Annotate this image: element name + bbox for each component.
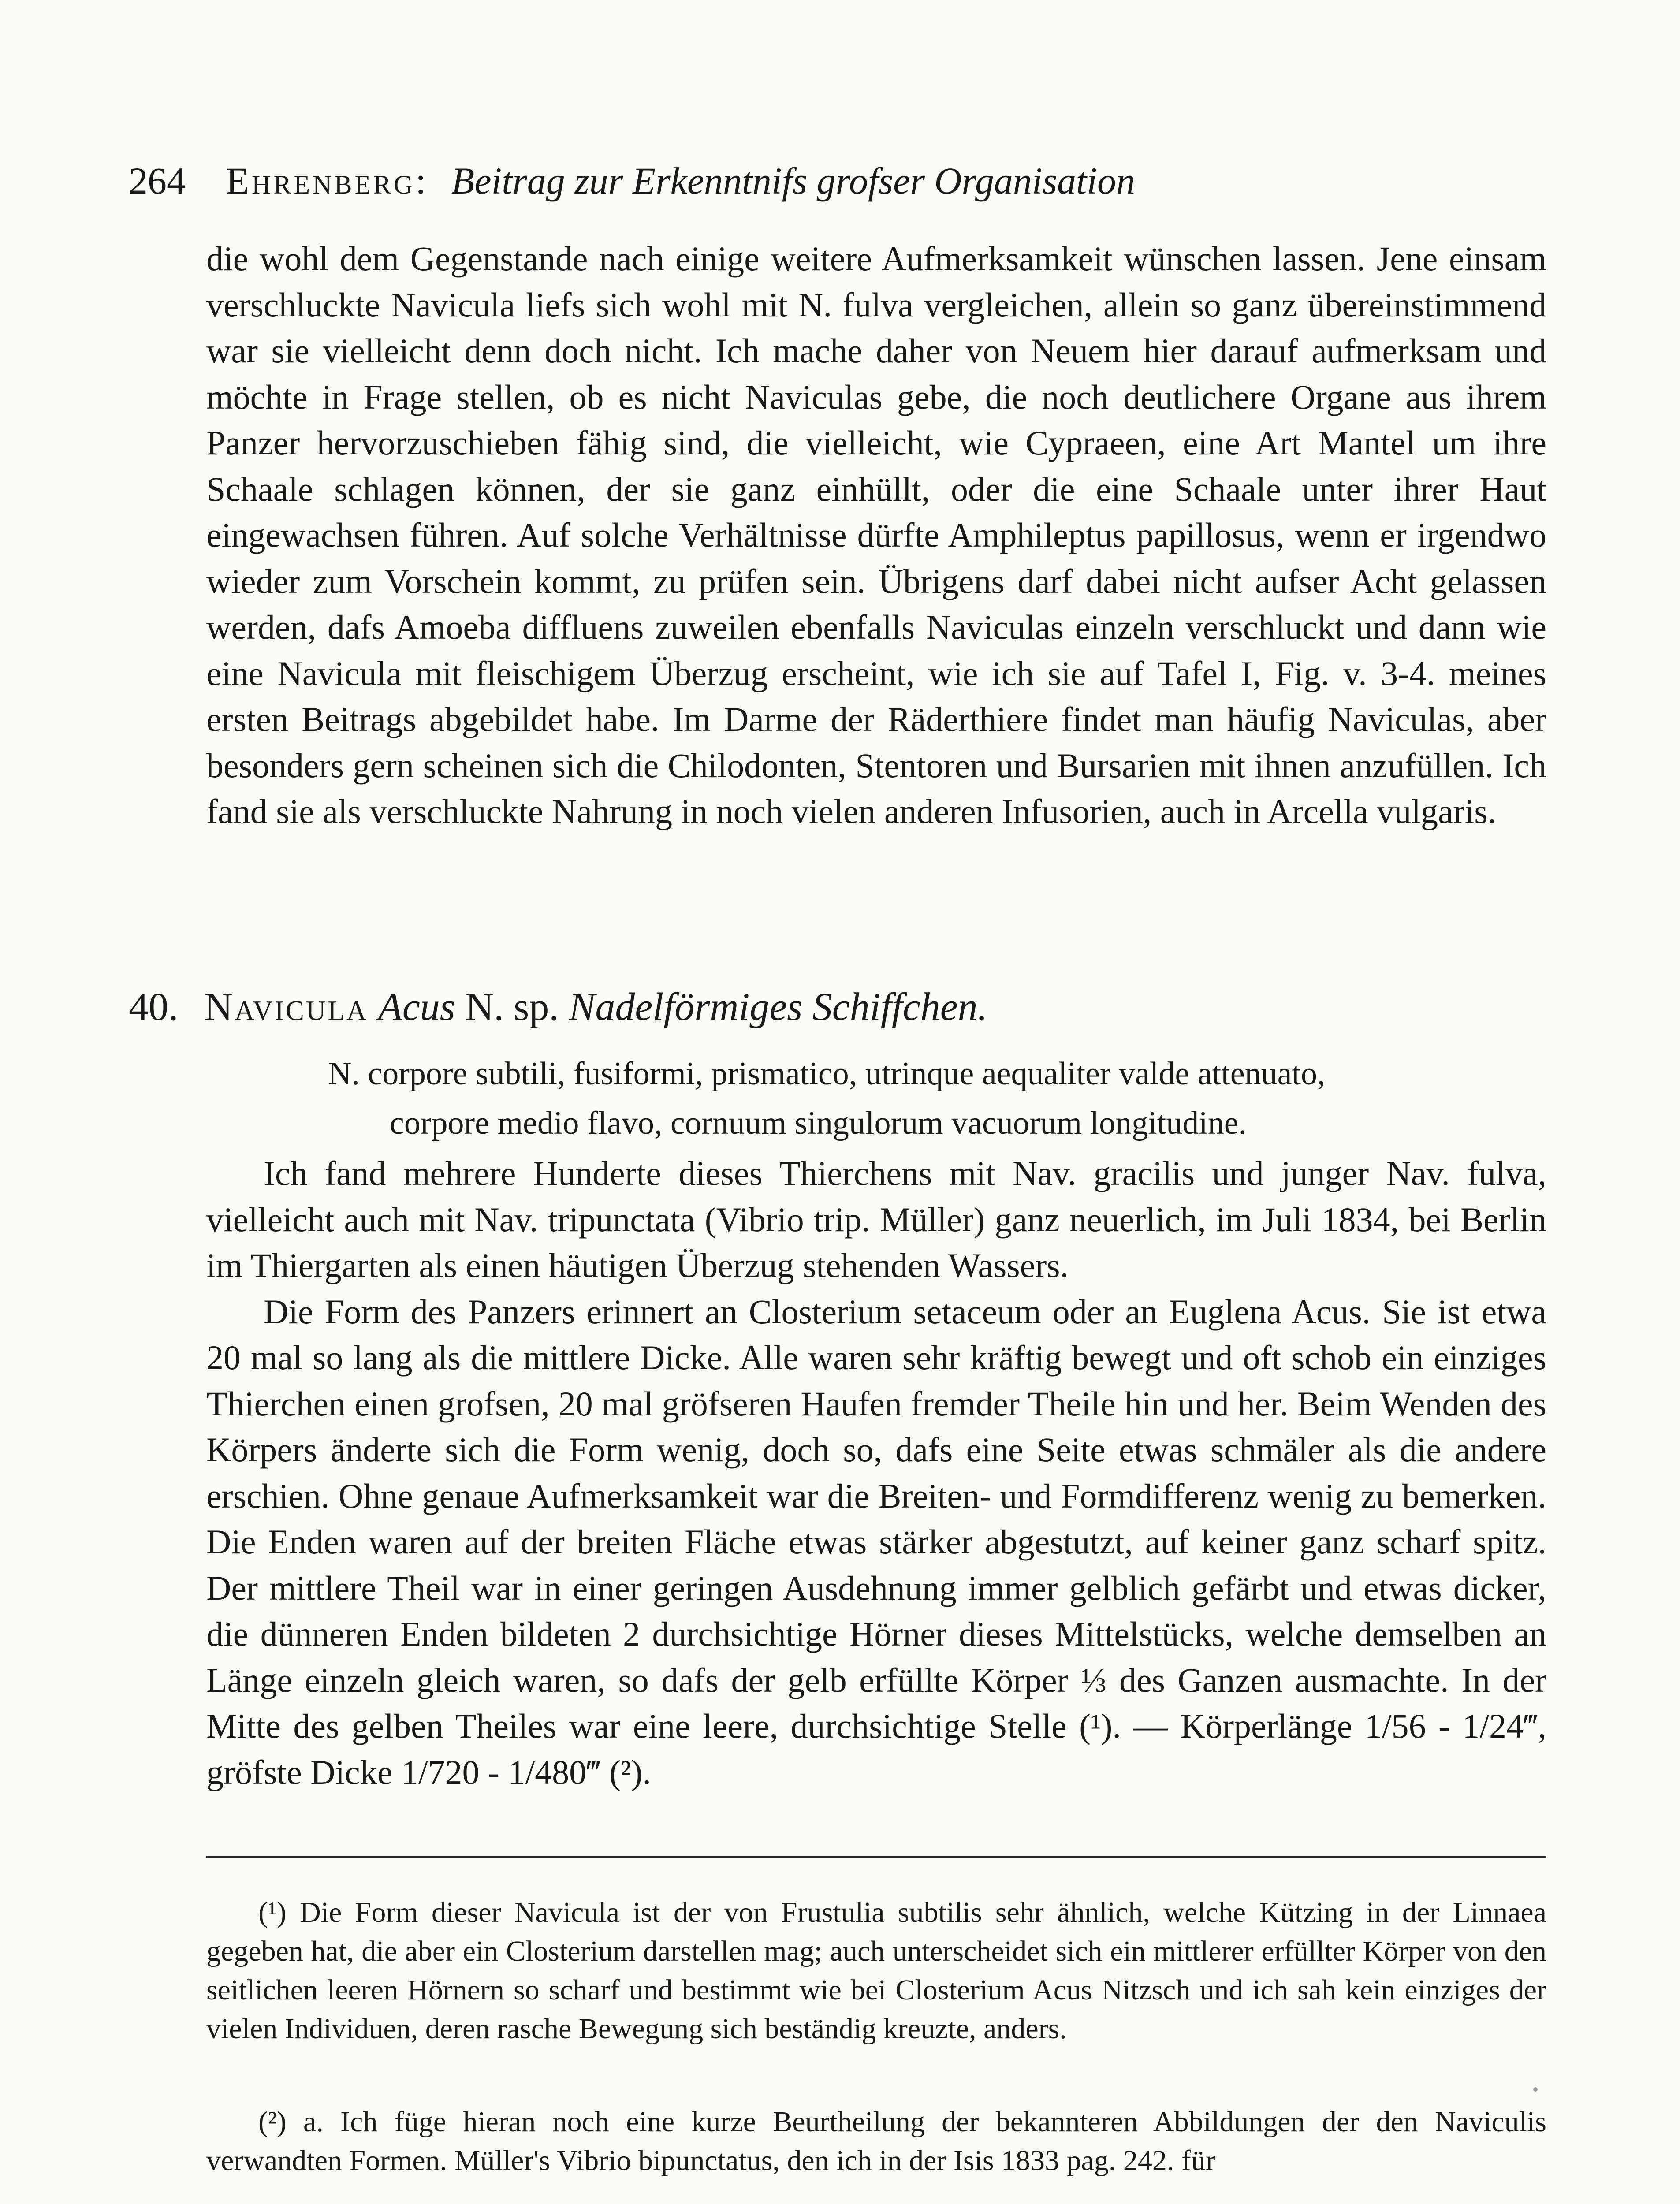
paragraph-2: Ich fand mehrere Hunderte dieses Thierchens mit Nav. gracilis und junger Nav. fulva, vielleicht auch mit Nav. tripunctata (Vibrio trip. Müller) ganz neuerlich, im Juli 1834, bei Berlin im Thiergarten als einen häutigen Überzug stehenden Wassers. (206, 1154, 1546, 1284)
species-epithet: Acus (378, 985, 455, 1029)
paragraph-3: Die Form des Panzers erinnert an Closterium setaceum oder an Euglena Acus. Sie ist etwa 20 mal so lang als die mittlere Dicke. Alle waren sehr kräftig bewegt und oft schob ein einziges Thierchen einen grofsen, 20 mal gröfseren Haufen fremder Theile hin und her. Beim Wenden des Körpers änderte sich die Form wenig, doch so, dafs eine Seite etwas schmäler als die andere erschien. Ohne genaue Aufmerksamkeit war die Breiten- und Formdifferenz wenig zu bemerken. Die Enden waren auf der breiten Fläche etwas stärker abgestutzt, auf keiner ganz scharf spitz. Der mittlere Theil war in einer geringen Ausdehnung immer gelblich gefärbt und etwas dicker, die dünneren Enden bildeten 2 durchsichtige Hörner dieses Mittelstücks, welche demselben an Länge einzeln gleich waren, so dafs der gelb erfüllte Körper ⅓ des Ganzen ausmachte. In der Mitte des gelben Theiles war eine leere, durchsichtige Stelle (¹). — Körperlänge 1/56 - 1/24‴, gröfste Dicke 1/720 - 1/480‴ (²). (206, 1292, 1546, 1791)
footnote-rule (206, 1856, 1546, 1858)
species-abbreviation: N. sp. (465, 985, 559, 1029)
species-genus: Navicula (204, 985, 369, 1029)
page-number: 264 (129, 160, 186, 202)
body-text-species (206, 1150, 1546, 1795)
latin-diagnosis (328, 1049, 1553, 1148)
running-title: Beitrag zur Erkenntnifs grofser Organisation (451, 160, 1135, 202)
stray-mark (1533, 2087, 1538, 2092)
body-text-top (206, 236, 1546, 835)
species-number: 40. (129, 985, 179, 1029)
species-common-name: Nadelförmiges Schiffchen. (569, 985, 988, 1029)
diagnosis-line-2: corpore medio flavo, cornuum singulorum vacuorum longitudine. (390, 1105, 1247, 1141)
running-header (129, 156, 1407, 205)
footnote-1-text: (¹) Die Form dieser Navicula ist der von Frustulia subtilis sehr ähnlich, welche Kützing in der Linnaea gegeben hat, die aber ein Closterium darstellen mag; auch unterscheidet sich ein mittlerer erfüllter Körper von den seitlichen leeren Hörnern so scharf und bestimmt wie bei Closterium Acus Nitzsch und ich sah kein einziges der vielen Individuen, deren rasche Bewegung sich beständig kreuzte, anders. (206, 1896, 1546, 2045)
diagnosis-line-1: N. corpore subtili, fusiformi, prismatico, utrinque aequaliter valde attenuato, (328, 1056, 1326, 1092)
author-name: Ehrenberg: (226, 160, 429, 202)
footnote-2-text: (²) a. Ich füge hieran noch eine kurze Beurtheilung der bekannteren Abbildungen der den Naviculis verwandten Formen. Müller's Vibrio bipunctatus, den ich in der Isis 1833 pag. 242. für (206, 2106, 1546, 2177)
footnote-2 (206, 2103, 1546, 2180)
footnote-1 (206, 1893, 1546, 2048)
species-heading (129, 981, 1539, 1034)
paragraph-1: die wohl dem Gegenstande nach einige weitere Aufmerksamkeit wünschen lassen. Jene einsam verschluckte Navicula liefs sich wohl mit N. fulva vergleichen, allein so ganz übereinstimmend war sie vielleicht denn doch nicht. Ich mache daher von Neuem hier darauf aufmerksam und möchte in Frage stellen, ob es nicht Naviculas gebe, die noch deutlichere Organe aus ihrem Panzer hervorzuschieben fähig sind, die vielleicht, wie Cypraeen, eine Art Mantel um ihre Schaale schlagen können, der sie ganz einhüllt, oder die eine Schaale unter ihrer Haut eingewachsen führen. Auf solche Verhältnisse dürfte Amphileptus papillosus, wenn er irgendwo wieder zum Vorschein kommt, zu prüfen sein. Übrigens darf dabei nicht aufser Acht gelassen werden, dafs Amoeba diffluens zuweilen ebenfalls Naviculas einzeln verschluckt und dann wie eine Navicula mit fleischigem Überzug erscheint, wie ich sie auf Tafel I, Fig. v. 3-4. meines ersten Beitrags abgebildet habe. Im Darme der Räderthiere findet man häufig Naviculas, aber besonders gern scheinen sich die Chilodonten, Stentoren und Bursarien mit ihnen anzufüllen. Ich fand sie als verschluckte Nahrung in noch vielen anderen Infusorien, auch in Arcella vulgaris. (206, 239, 1546, 830)
